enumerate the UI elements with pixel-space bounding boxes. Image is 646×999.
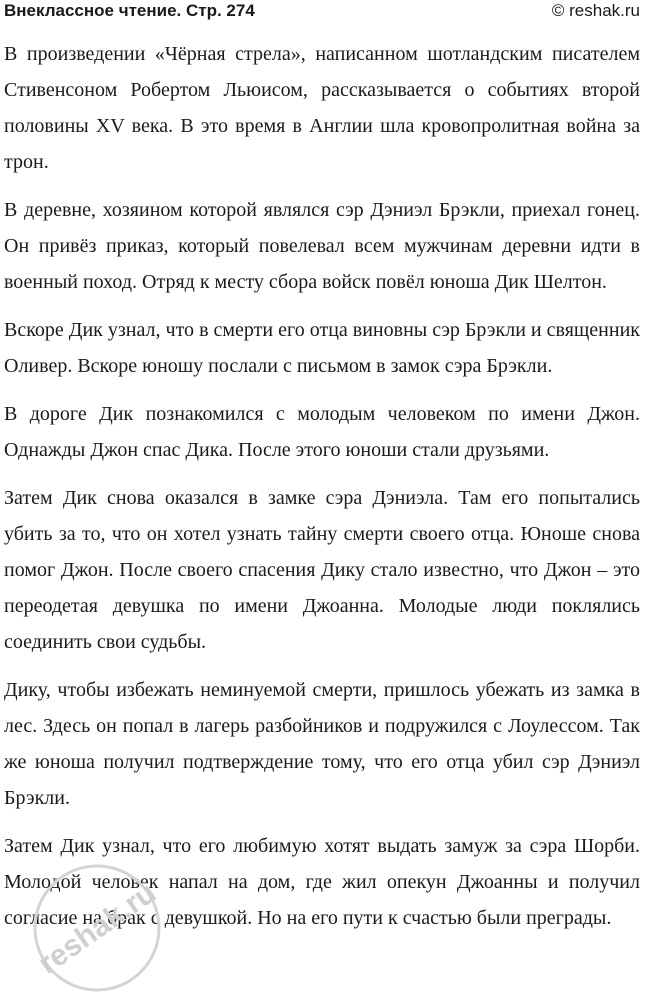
- paragraph-1: В произведении «Чёрная стрела», написанном шотландским писателем Стивенсоном Робертом Льюисом, рассказывается о событиях второй половины XV века. В это время в Англии шла кровопролитная война за трон.: [4, 43, 640, 173]
- paragraph-3: Вскоре Дик узнал, что в смерти его отца виновны сэр Брэкли и священник Оливер. Вскоре юношу послали с письмом в замок сэра Брэкли.: [4, 319, 640, 377]
- document-body: [4, 36, 640, 948]
- page-header: [0, 0, 646, 24]
- paragraph-4: В дороге Дик познакомился с молодым человеком по имени Джон. Однажды Джон спас Дика. После этого юноши стали друзьями.: [4, 403, 640, 461]
- watermark-text: reshak.ru: [32, 876, 163, 981]
- paragraph-7: Затем Дик узнал, что его любимую хотят выдать замуж за сэра Шорби. Молодой человек напал на дом, где жил опекун Джоанны и получил согласие на брак с девушкой. Но на его пути к счастью были преграды.: [4, 835, 640, 929]
- paragraph-6: Дику, чтобы избежать неминуемой смерти, пришлось убежать из замка в лес. Здесь он попал в лагерь разбойников и подружился с Лоулессом. Так же юноша получил подтверждение тому, что его отца убил сэр Дэниэл Брэкли.: [4, 679, 640, 809]
- paragraph-2: В деревне, хозяином которой являлся сэр Дэниэл Брэкли, приехал гонец. Он привёз приказ, который повелевал всем мужчинам деревни идти в военный поход. Отряд к месту сбора войск повёл юноша Дик Шелтон.: [4, 199, 640, 293]
- paragraph-5: Затем Дик снова оказался в замке сэра Дэниэла. Там его попытались убить за то, что он хотел узнать тайну смерти своего отца. Юноше снова помог Джон. После своего спасения Дику стало известно, что Джон – это переодетая девушка по имени Джоанна. Молодые люди поклялись соединить свои судьбы.: [4, 487, 640, 653]
- page-title: Внеклассное чтение. Стр. 274: [4, 1, 255, 20]
- site-credit: © reshak.ru: [551, 1, 640, 20]
